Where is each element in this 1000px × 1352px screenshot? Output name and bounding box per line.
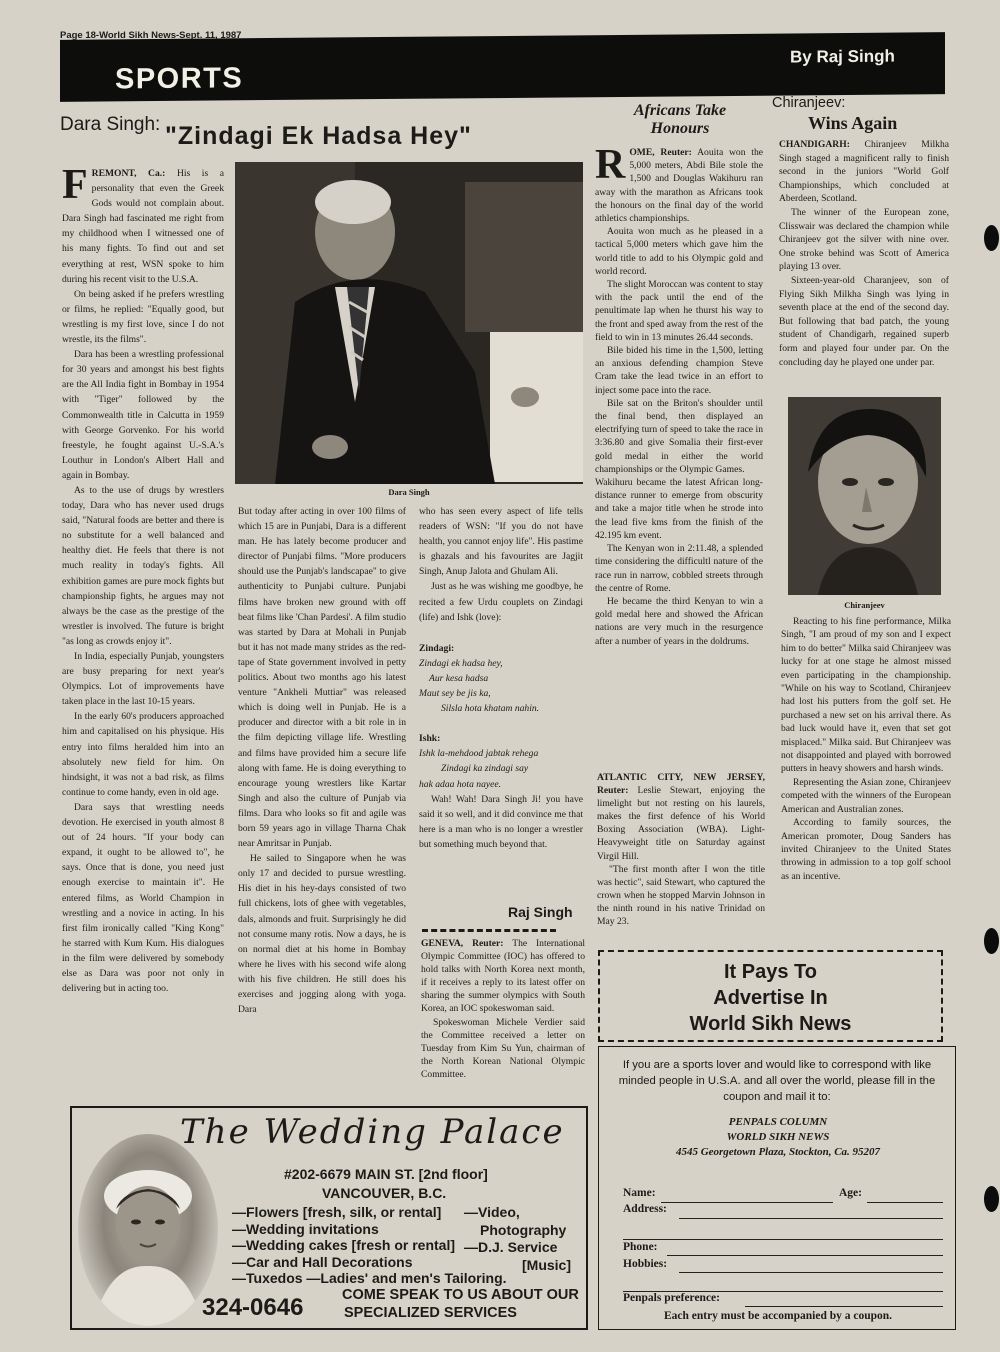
story-dropcap: F — [62, 162, 88, 208]
geneva-dateline: GENEVA, Reuter: — [421, 938, 504, 949]
penpals-hobbies-field[interactable] — [679, 1272, 943, 1273]
story-signature: Raj Singh — [508, 904, 573, 920]
story-paragraph: Dara says that wrestling needs devotion. He exercised in youth almost 8 out of 24 hours. "If your body can expand, it ought to be allowed to", he says. Once that is done, you need just enough exercise to maintain it". He entered films, as World Champion in wrestling and a novice in acting. In his first film ironically called "King Kong" he starred with Kum Kum. His dialogues in the film were delivered by somebody else as Dara was poor not only in delivering but in acting too. — [62, 801, 224, 995]
geneva-story: GENEVA, Reuter: The International Olympic Committee (IOC) has offered to hold talks with North Korea next month, if it receives a reply to its latest offer on sharing the summer olympics with South Korea, an IOC spokeswoman said. Spokeswoman Michele Verdier said the Committee received a letter on Tuesday from Kim Su Yun, chairman of the North Korean National Olympic Committee. — [421, 938, 585, 1080]
chiranjeev-photo — [788, 397, 941, 595]
africans-paragraph: He became the third Kenyan to win a gold medal here and showed the African nations are very much in the resurgence after a number of years in the doldrums. — [595, 595, 763, 647]
poem-line: Silsla hota khatam nahin. — [441, 703, 540, 715]
atlantic-paragraph: "The first month after I won the title was hectic", said Stewart, who captured the crown when he stopped Marvin Johnson in the ninth round in his native Trinidad on May 23. — [597, 863, 765, 928]
wedding-services-right: —Video, Photography —D.J. Service [Music] — [464, 1204, 571, 1273]
penpals-preference-field[interactable] — [745, 1306, 943, 1307]
binder-hole-top — [984, 225, 999, 251]
poem-title-zindagi: Zindagi: — [419, 642, 455, 654]
chiranjeev-story-bottom — [781, 615, 951, 883]
africans-paragraph: Bile sat on the Briton's shoulder until the final bend, then displayed an electrifying turn of speed to take the race in 3:36.80 and give Somalia their first-ever gold medal in either the world championships or the Olympic Games. — [595, 397, 763, 475]
chiranjeev-story-top: CHANDIGARH: Chiranjeev Milkha Singh staged a magnificent rally to finish second in the juniors "World Golf Championships, which concluded at Aberdeen, Scotland. The winner of the European zone, Clisswair was declared the champion while Chiranjeev got the silver with nine over. One stroke behind was Scott of America playing 13 over. Sixteen-year-old Charanjeev, son of Flying Sikh Milkha Singh was lying in seventh place at the end of the second day. But following that bad patch, the young student of Chandigarh, regained superb form and played four under par. On the concluding day he played one under par. — [779, 139, 949, 368]
geneva-paragraph: Spokeswoman Michele Verdier said the Committee received a letter on Tuesday from Kim Su Yun, chairman of the North Korean National Olympic Committee. — [421, 1016, 585, 1080]
story-paragraph: who has seen every aspect of life tells readers of WSN: "If you do not have health, you cannot enjoy life". His pastime is ghazals and his favourites are Jagjit Singh, Anup Jalota and Ghulam Ali. — [419, 506, 583, 578]
story-paragraph: But today after acting in over 100 films of which 15 are in Punjabi, Dara is a different man. He has lately become producer and director of Punjabi films. "More producers should use the Punjab's landscapae" to give authenticity to Punjabi culture. Punjabi films have broken new ground with off beat films like 'Chan Pardesi'. A film studio was started by Dara at Mohali in Punjab but it has not made many strides as the red-tape of State government involved in petty politics. About two months ago his latest venture "Ankheli Muttiar" was released which is doing well in Punjab. He is a producer and director with a bit role in in the film depicting village life. Wrestling and films have provided him a secure life along with fame. He is doing everything to encourage young wrestlers like Kartar Singh and also the culture of Punjab via films. Dara who looks so fit and agile was born 59 years ago in village Tharna Chak near Amritsar in Punjab. — [238, 506, 406, 850]
wedding-palace-ad — [70, 1106, 588, 1330]
poem-line: Ishk la-mehdood jabtak rehega — [419, 748, 539, 760]
africans-paragraph: The slight Moroccan was content to stay with the pack until the end of the penultimate lap when he thurst his way to the front and sped away from the rest of the field to win in 13 minutes 26.44 seconds. — [595, 279, 763, 343]
wedding-title: The Wedding Palace — [180, 1112, 565, 1152]
penpals-address-field[interactable] — [679, 1218, 943, 1219]
atlantic-dateline: ATLANTIC CITY, NEW JERSEY, Reuter: — [597, 772, 765, 797]
poem-line: Maut sey be jis ka, — [419, 688, 491, 700]
chiranjeev-dateline: CHANDIGARH: — [779, 139, 850, 150]
section-byline: By Raj Singh — [790, 46, 895, 67]
advertise-box: It Pays To Advertise In World Sikh News — [598, 950, 943, 1042]
penpals-preference-label: Penpals preference: — [623, 1292, 720, 1304]
poem-line: Aur kesa hadsa — [429, 672, 489, 684]
wedding-phone: 324-0646 — [202, 1294, 304, 1321]
page-folio: Page 18-World Sikh News-Sept. 11, 1987 — [60, 30, 242, 41]
africans-paragraph: Bile bided his time in the 1,500, letting an anxious defending champion Steve Cram take the lead twice in an effort to inject some pace into the race. — [595, 345, 763, 396]
poem-line: Zindagi ek hadsa hey, — [419, 657, 503, 669]
story-dateline: REMONT, Ca.: — [91, 168, 166, 179]
chiranjeev-paragraph: Sixteen-year-old Charanjeev, son of Flying Sikh Milkha Singh was lying in seventh place at the end of the second day. But following that bad patch, the young student of Chandigarh, regained superb form and played four under par. On the concluding day he played one under par. — [779, 274, 949, 368]
penpals-coupon — [598, 1046, 956, 1330]
penpals-hobbies-label: Hobbies: — [623, 1258, 668, 1270]
penpals-age-field[interactable] — [867, 1202, 943, 1203]
wedding-cta: COME SPEAK TO US ABOUT OUR SPECIALIZED SERVICES — [342, 1287, 579, 1321]
chiranjeev-kicker: Chiranjeev: — [772, 95, 846, 111]
story-paragraph: As to the use of drugs by wrestlers today, Dara who has never used drugs said, "Natural foods are better and there is no substitute for a well balanced and healthy diet. He feels that there is not much reality in today's fights. All exhibition games are pure mock fights but championship fights, he argues may not always be the case as the prestige of the wrestler is involved. The future is bright "as long as crowds enjoy it". — [62, 484, 224, 647]
story-paragraph: He sailed to Singapore when he was only 17 and decided to pursue wrestling. His diet in his hey-days consisted of two full chickens, lots of ghee with vegetables, dals, almonds and fruit. Surprisingly he did not consume many rotis. Now a days, he is on normal diet at his home in Bombay where he lives with his second wife along with his five children. He still does his exercises and jogging along with yoga. Dara — [238, 853, 406, 1016]
poem-line: Zindagi ka zindagi say — [441, 763, 529, 775]
poem-line: hak adaa hota nayee. — [419, 778, 502, 790]
dara-photo-caption: Dara Singh — [388, 487, 430, 497]
penpals-age-label: Age: — [839, 1187, 862, 1199]
story-paragraph: In the early 60's producers approached him and capitalised on his physique. His entry into films heralded him into an absolutely new field for him. On hindsight, it was not a bad risk, as films continue to come handy, even in old age. — [62, 711, 224, 798]
penpals-name-field[interactable] — [661, 1202, 833, 1203]
binder-hole-bottom — [984, 1186, 999, 1212]
story-paragraph: Just as he was wishing me goodbye, he recited a few Urdu couplets on Zindagi (life) and Ishk (love): — [419, 581, 583, 623]
section-banner — [60, 32, 945, 102]
africans-dropcap: R — [595, 142, 626, 188]
penpals-footer: Each entry must be accompanied by a coupon. — [663, 1310, 893, 1322]
penpals-address: PENPALS COLUMN WORLD SIKH NEWS 4545 Georgetown Plaza, Stockton, Ca. 95207 — [675, 1116, 881, 1158]
story-paragraph: In India, especially Punjab, youngsters are busy preparing for next year's Olympics. Lot of improvements have taken place in the last 10-15 years. — [62, 651, 224, 708]
chiranjeev-paragraph: Reacting to his fine performance, Milka Singh, "I am proud of my son and I expect him to do better" Milka said Chiranjeev was lucky for at one stage he almost missed even participating in the championship. "While on his way to Scotland, Chiranjeev had lost his putters from the golf set. He purchased a new set on his arrival there. As bad luck would have it, even that set got misplaced." Milka said. But Chiranjeev was not disappointed and played with borrowed putters in heavy showers and harsh winds. — [781, 616, 951, 775]
chiranjeev-paragraph: According to family sources, the American promoter, Doug Sanders has invited Chiranjeev to the United States throwing in admission to a top golf school as an incentive. — [781, 817, 951, 882]
africans-dateline: OME, Reuter: — [629, 147, 692, 158]
story-paragraph: Dara has been a wrestling professional for 30 years and amongst his best fights are the All India fight in Bombay in 1954 with "Tiger" followed by the Commonwealth title in Calcutta in 1959 with George Gorvenko. For his world freestyle, he fought against U.-S.A.'s Louthur in London's Albert Hall and again in Bombay. — [62, 349, 224, 481]
story-column-1: FREMONT, Ca.: His is a personality that even the Greek Gods would not complain about. Dara Singh had fascinated me right from my childhood when I witnessed one of his many fights. To find out and set everything at rest, WSN spoke to him during his recent visit to the U.S.A. On being asked if he prefers wrestling or films, he replied: "Equally good, but wrestling is my first love, since I do not wrestle, its the films". Dara has been a wrestling professional for 30 years and amongst his best fights are the All India fight in Bombay in 1954 with "Tiger" followed by the Commonwealth title in Calcutta in 1959 with George Gorvenko. For his world freestyle, he fought against U.-S.A.'s Louthur in London's Albert Hall and again in Bombay. As to the use of drugs by wrestlers today, Dara who has never used drugs said, "Natural foods are better and there is no substitute for a well balanced and healthy diet. He feels that there is not much reality in today's fights. All exhibition games are pure mock fights but championship fights, he argues may not always be the case as the prestige of the wrestler is involved. The future is bright "as long as crowds enjoy it". In India, especially Punjab, youngsters are busy preparing for next year's Olympics. Lot of improvements have taken place in the last 10-15 years. In the early 60's producers approached him and capitalised on his physique. His entry into films heralded him into an absolutely new field for him. On hindsight, it was not a bad risk, as films continue to come handy, even in old age. Dara says that wrestling needs devotion. He exercised in youth almost 8 out of 24 hours. "If your body can expand, it ought to be allowed to", he says. Once that is done, you need just enough exercise to maintain it". He entered films, as World Champion in wrestling and a novice in acting. In his first film ironically called "King Kong" he starred with Kum Kum. His dialogues in the film were delivered by somebody else as Dara was poor not only in delivering but in acting too. — [62, 166, 224, 996]
chiranjeev-photo-caption: Chiranjeev — [844, 600, 885, 610]
africans-paragraph: The Kenyan won in 2:11.48, a splended time considering the difficultl nature of the race run in narrow, cobbled streets through the centre of Rome. — [595, 543, 763, 594]
chiranjeev-paragraph: Representing the Asian zone, Chiranjeev competed with the winners of the European American and Australian zones. — [781, 776, 951, 815]
section-title: SPORTS — [115, 62, 244, 96]
story-column-2 — [238, 504, 406, 1017]
africans-paragraph: Wakihuru became the latest African long-distance runner to emerge from obscurity and take a major title when he strode into the lead five kms from the finish of the 42.195 km event. — [595, 477, 763, 541]
wedding-city: VANCOUVER, B.C. — [322, 1185, 447, 1201]
penpals-name-label: Name: — [623, 1187, 656, 1199]
story-column-3 — [419, 504, 583, 852]
divider-dashes — [422, 929, 556, 932]
africans-paragraph: Aouita won much as he pleased in a tactical 5,000 meters which gave him the world title to add to his Olympic gold and world record. — [595, 226, 763, 277]
penpals-address-field-2[interactable] — [623, 1239, 943, 1240]
wedding-services-list: —Flowers [fresh, silk, or rental] —Wedding invitations —Wedding cakes [fresh or rental] —Car and Hall Decorations —Tuxedos —Ladies' and men's Tailoring. — [232, 1204, 507, 1286]
chiranjeev-paragraph: The winner of the European zone, Clisswair was declared the champion while Chiranjeev got the silver with nine over. One stroke behind was Scott of America playing 13 over. — [779, 206, 949, 273]
story-paragraph: On being asked if he prefers wrestling or films, he replied: "Equally good, but wrestling is my first love, since I do not wrestle, its the films". — [62, 288, 224, 346]
penpals-phone-field[interactable] — [667, 1255, 943, 1256]
chiranjeev-headline: Wins Again — [808, 113, 898, 133]
story-headline: "Zindagi Ek Hadsa Hey" — [165, 122, 472, 150]
bride-photo — [78, 1134, 218, 1326]
story-closing: Wah! Wah! Dara Singh Ji! you have said it so well, and it did convince me that here is a man who is no longer a wrestler but something much beyond that. — [419, 793, 583, 850]
dara-singh-photo — [235, 162, 583, 484]
poem-title-ishk: Ishk: — [419, 733, 441, 745]
penpals-address-label: Address: — [623, 1203, 667, 1215]
wedding-address: #202-6679 MAIN ST. [2nd floor] — [284, 1166, 488, 1182]
atlantic-story: ATLANTIC CITY, NEW JERSEY, Reuter: Leslie Stewart, enjoying the limelight but not resting on his laurels, makes the first defence of his World Boxing Association (WBA). Light-Heavyweight title on Saturday against Virgil Hill. "The first month after I won the title was hectic", said Stewart, who captured the crown when he stopped Marvin Johnson in the ninth round in his native Trinidad on May 23. — [597, 772, 765, 928]
africans-story: ROME, Reuter: Aouita won the 5,000 meters, Abdi Bile stole the 1,500 and Douglas Wakihuru ran away with the marathon as Africans took the honours on the final day of the world athletics championships. Aouita won much as he pleased in a tactical 5,000 meters which gave him the world title to add to his Olympic gold and world record. The slight Moroccan was content to stay with the pack until the end of the penultimate lap when he thurst his way to the front and sped away from the rest of the field to win in 13 minutes 26.44 seconds. Bile bided his time in the 1,500, letting an anxious defending champion Steve Cram take the lead twice in an effort to inject some pace into the race. Bile sat on the Briton's shoulder until the final bend, then displayed an electrifying turn of speed to take the race in 3:36.80 and give Somalia their first-ever gold medal in either the world championships or the Olympic Games. Wakihuru became the latest African long-distance runner to emerge from obscurity and take a major title when he strode into the lead five kms from the finish of the 42.195 km event. The Kenyan won in 2:11.48, a splended time considering the difficultl nature of the race run in narrow, cobbled streets through the centre of Rome. He became the third Kenyan to win a gold medal here and showed the African nations are very much in the resurgence after a number of years in the doldrums. — [595, 142, 763, 647]
story-kicker: Dara Singh: — [60, 114, 161, 135]
penpals-intro: If you are a sports lover and would like to correspond with like minded people in U.S.A. and all over the world, please fill in the coupon and mail it to: — [618, 1059, 936, 1103]
africans-headline: Africans Take Honours — [633, 102, 727, 137]
binder-hole-middle — [984, 928, 999, 954]
penpals-phone-label: Phone: — [623, 1241, 658, 1253]
